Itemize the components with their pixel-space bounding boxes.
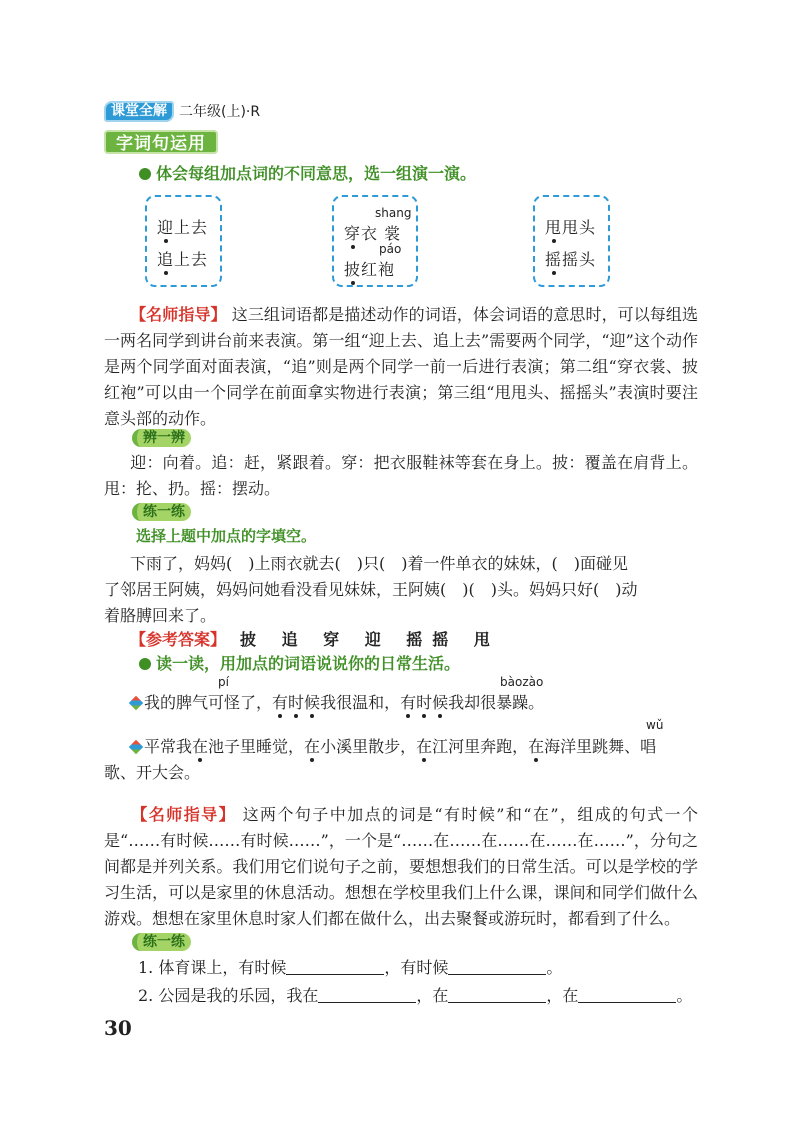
teacher-guide-2: 【名师指导】 这两个句子中加点的词是“有时候”和“在”，组成的句式一个是“……有时候……有时候……”，一个是“……在……在……在……在……”，分句之间都是并列关系。我们用它们说句子之前，要想想我们的日常生活。可以是学校的学习生活，可以是家里的休息活动。想想在学校里我们上什么课，课间和同学们做什么游戏。想想在家里休息时家人们都在做什么，出去聚餐或游玩时，都看到了什么。 — [104, 805, 698, 928]
example-sentence-2-line-2: 歌、开大会。 — [104, 763, 201, 782]
task-instruction-1: 体会每组加点词的不同意思，选一组演一演。 — [139, 161, 476, 184]
example-sentence-1: 我的脾气可怪了，有时候我很温和，有时候我却很暴躁。 — [130, 690, 724, 713]
pinyin-baozao: bàozào — [500, 675, 544, 689]
practice-question-1: 1. 体育课上，有时候 ，有时候 。 — [138, 958, 563, 977]
practice-question-2: 2. 公园是我的乐园，我在 ，在 ，在 。 — [138, 986, 693, 1005]
word-chuanyishang: 穿衣 裳 — [344, 221, 401, 244]
bianyibian-text: 迎：向着。追：赶，紧跟着。穿：把衣服鞋袜等套在身上。披：覆盖在肩背上。甩：抡、扔。摇：摆动。 — [104, 453, 698, 498]
bullet-dot-icon — [139, 658, 151, 670]
word-box-2 — [332, 195, 418, 287]
cube-bullet-icon — [129, 740, 143, 754]
word-pihongpao: 披红袍 — [344, 257, 395, 280]
blank-line[interactable] — [578, 988, 676, 1003]
lianyilian-tag-2: 练一练 — [132, 933, 191, 951]
exercise-line-2: 了邻居王阿姨，妈妈问她看没看见妹妹，王阿姨( )( )头。妈妈只好( )动 — [104, 580, 638, 599]
word-zhuishangqu: 追上去 — [157, 247, 208, 270]
pinyin-wu: wǔ — [646, 718, 664, 732]
blank-line[interactable] — [448, 988, 546, 1003]
pinyin-pi: pí — [218, 675, 229, 689]
word-yingshangqu: 迎上去 — [157, 215, 208, 238]
fill-instruction: 选择上题中加点的字填空。 — [136, 527, 317, 545]
lianyilian-tag-1: 练一练 — [132, 503, 191, 521]
pinyin-shang: shang — [375, 206, 412, 220]
reference-answer: 【参考答案】 披 追 穿 迎 摇摇 甩 — [130, 630, 500, 649]
exercise-line-1: 下雨了，妈妈( )上雨衣就去( )只( )着一件单衣的妹妹，( )面碰见 — [130, 554, 628, 573]
word-box-3 — [533, 195, 610, 287]
word-yaoyaotou: 摇摇头 — [545, 247, 596, 270]
exercise-line-3: 着胳膊回来了。 — [104, 606, 217, 625]
teacher-guide-1: 【名师指导】 这三组词语都是描述动作的词语，体会词语的意思时，可以每组选一两名同学到讲台前来表演。第一组“迎上去、追上去”需要两个同学，“迎”这个动作是两个同学面对面表演，“追”则是两个同学一前一后进行表演；第二组“穿衣裳、披红袍”可以由一个同学在前面拿实物进行表演；第三组“甩甩头、摇摇头”表演时要注意头部的动作。 — [104, 305, 698, 428]
blank-line[interactable] — [318, 988, 416, 1003]
grade-label: 二年级(上)·R — [179, 104, 261, 120]
task-instruction-2: 读一读，用加点的词语说说你的日常生活。 — [139, 651, 460, 674]
page-number: 30 — [104, 1016, 132, 1040]
bianyibian-tag: 辨一辨 — [132, 429, 191, 447]
word-shuaishuaitou: 甩甩头 — [545, 215, 596, 238]
blank-line[interactable] — [286, 960, 384, 975]
page-header — [104, 101, 260, 121]
section-title: 字词句运用 — [104, 130, 218, 154]
cube-bullet-icon — [129, 696, 143, 710]
bullet-dot-icon — [139, 168, 151, 180]
blank-line[interactable] — [448, 960, 546, 975]
word-box-1 — [145, 195, 222, 287]
brand-logo: 课堂全解 — [104, 101, 174, 122]
example-sentence-2-line-1: 平常我在池子里睡觉，在小溪里散步，在江河里奔跑，在海洋里跳舞、唱 — [130, 734, 724, 757]
pinyin-pao: páo — [379, 242, 402, 256]
